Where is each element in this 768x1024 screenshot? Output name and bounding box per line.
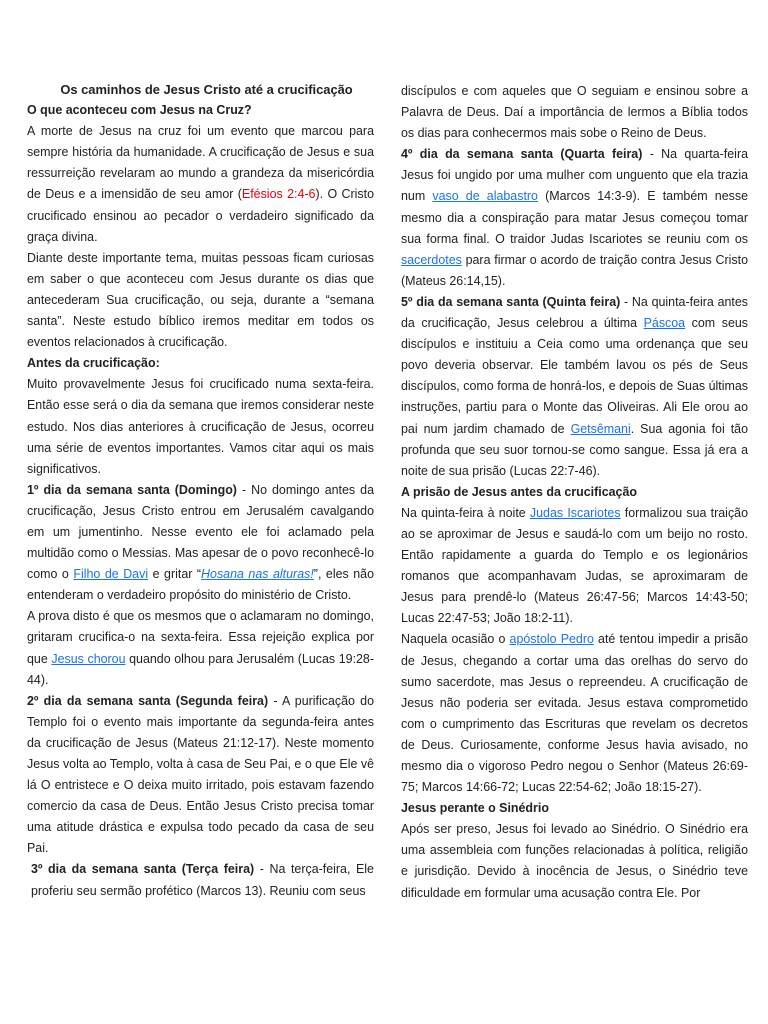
pascoa-link[interactable]: Páscoa bbox=[643, 316, 686, 331]
left-column bbox=[27, 79, 374, 902]
paragraph-intro: A morte de Jesus na cruz foi um evento que marcou para sempre história da humanidade. A crucificação de Jesus e sua ressurreição revelaram ao mundo a grandeza da misericórdia de Deus e a imensidão de seu amor (Efésios 2:4-6). O Cristo crucificado ensinou ao pecador o verdadeiro significado da graça divina. bbox=[27, 124, 374, 244]
filho-de-davi-link[interactable]: Filho de Davi bbox=[73, 567, 149, 582]
paragraph-prisao: Na quinta-feira à noite Judas Iscariotes formalizou sua traição ao se aproximar de Jesus e saudá-lo com um beijo no rosto. Então rapidamente a guarda do Templo e os legionários romanos que acompanhavam Judas, se aproximaram de Jesus para prendê-lo (Mateus 26:47-56; Marcos 14:43-50; Lucas 22:47-53; João 18:2-11). bbox=[401, 505, 748, 626]
paragraph-day-3: 3º dia da semana santa (Terça feira) - Na terça-feira, Ele proferiu seu sermão profético (Marcos 13). Reuniu com seus bbox=[31, 862, 374, 898]
paragraph-pedro: Naquela ocasião o apóstolo Pedro até tentou impedir a prisão de Jesus, chegando a cortar uma das orelhas do servo do sumo sacerdote, mas Jesus o repreendeu. A crucificação de Jesus não poderia ser evitada. Jesus estava comprometido com o cumprimento das Escrituras que revelam os decretos de Deus. Curiosamente, conforme Jesus havia avisado, no mesmo dia o vigoroso Pedro negou o Senhor (Mateus 26:69-75; Marcos 14:66-72; Lucas 22:54-62; João 18:15-27). bbox=[401, 632, 749, 795]
day-1-label: 1º dia da semana santa (Domingo) bbox=[27, 482, 237, 497]
day-3-label: 3º dia da semana santa (Terça feira) bbox=[31, 862, 255, 877]
prisao-heading: A prisão de Jesus antes da crucificação bbox=[401, 484, 637, 499]
sacerdotes-link[interactable]: sacerdotes bbox=[401, 252, 462, 267]
getsemani-link[interactable]: Getsêmani bbox=[570, 421, 631, 436]
vaso-de-alabastro-link[interactable]: vaso de alabastro bbox=[432, 189, 538, 204]
paragraph-day-2: 2º dia da semana santa (Segunda feira) - A purificação do Templo foi o evento mais importante da segunda-feira antes da crucificação de Jesus (Mateus 21:12-17). Neste momento Jesus volta ao Templo, volta à casa de Seu Pai, e o que Ele vê lá O entristece e O deixa muito irritado, pois estavam fazendo comercio da casa de Deus. Então Jesus Cristo precisa tomar uma atitude drástica e expulsa todo pecado da casa de seu Pai. bbox=[27, 693, 374, 856]
paragraph-sexta-feira: Muito provavelmente Jesus foi crucificado numa sexta-feira. Então esse será o dia da semana que iremos considerar neste estudo. Nos dias anteriores à crucificação de Jesus, ocorreu uma série de eventos importantes. Vamos citar aqui os mais significativos. bbox=[27, 377, 374, 476]
paragraph-sinedrio: Após ser preso, Jesus foi levado ao Sinédrio. O Sinédrio era uma assembleia com funções relacionadas à política, religião e jurisdição. Devido à inocência de Jesus, o Sinédrio teve dificuldade em formular uma acusação contra Ele. Por bbox=[401, 822, 748, 900]
paragraph-rejeicao: A prova disto é que os mesmos que o aclamaram no domingo, gritaram crucifica-o na sexta-feira. Essa rejeição explica por que Jesus chorou quando olhou para Jerusalém (Lucas 19:28-44). bbox=[27, 609, 374, 687]
paragraph-day-4: 4º dia da semana santa (Quarta feira) - Na quarta-feira Jesus foi ungido por uma mulher com unguento que ela trazia num vaso de alabastro (Marcos 14:3-9). E também nesse mesmo dia a conspiração para matar Jesus começou tomar sua forma final. O traidor Judas Iscariotes se reuniu com os sacerdotes para firmar o acordo de traição contra Jesus Cristo (Mateus 26:14,15). bbox=[401, 147, 748, 288]
day-2-label: 2º dia da semana santa (Segunda feira) bbox=[27, 693, 269, 708]
day-5-label: 5º dia da semana santa (Quinta feira) bbox=[401, 294, 621, 309]
question-heading: O que aconteceu com Jesus na Cruz? bbox=[27, 103, 252, 118]
right-column bbox=[401, 81, 748, 904]
paragraph-semana-santa: Diante deste importante tema, muitas pessoas ficam curiosas em saber o que aconteceu com Jesus durante os dias que antecederam Sua crucificação, ou seja, durante a “semana santa”. Neste estudo bíblico iremos meditar em todos os eventos relacionados à crucificação. bbox=[27, 250, 374, 350]
article-title: Os caminhos de Jesus Cristo até a crucificação bbox=[60, 82, 353, 97]
paragraph-day-1: 1º dia da semana santa (Domingo) - No domingo antes da crucificação, Jesus Cristo entrou em Jerusalém cavalgando em um jumentinho. Nesse evento ele foi aclamado pela multidão como o Messias. Mas apesar de o povo reconhecê-lo como o Filho de Davi e gritar “Hosana nas alturas!”, eles não entenderam o verdadeiro propósito do ministério de Cristo. bbox=[27, 482, 374, 603]
day-4-label: 4º dia da semana santa (Quarta feira) bbox=[401, 147, 643, 162]
judas-iscariotes-link[interactable]: Judas Iscariotes bbox=[529, 505, 621, 520]
antes-heading: Antes da crucificação: bbox=[27, 356, 160, 371]
jesus-chorou-link[interactable]: Jesus chorou bbox=[51, 651, 126, 666]
apostolo-pedro-link[interactable]: apóstolo Pedro bbox=[509, 632, 594, 647]
sinedrio-heading: Jesus perante o Sinédrio bbox=[401, 801, 549, 816]
hosana-link[interactable]: Hosana nas alturas! bbox=[201, 567, 314, 582]
paragraph-discipulos: discípulos e com aqueles que O seguiam e ensinou sobre a Palavra de Deus. Daí a importância de lermos a Bíblia todos os dias para conhecermos mais sobe o Reino de Deus. bbox=[401, 84, 748, 141]
efesios-reference: Efésios 2:4-6 bbox=[241, 187, 316, 202]
paragraph-day-5: 5º dia da semana santa (Quinta feira) - Na quinta-feira antes da crucificação, Jesus celebrou a última Páscoa com seus discípulos e instituiu a Ceia como uma ordenança que seu povo deveria observar. Ele também lavou os pés de Seus discípulos, como forma de honrá-los, e depois de Suas últimas instruções, partiu para o Monte das Oliveiras. Ali Ele orou ao pai num jardim chamado de Getsêmani. Sua agonia foi tão profunda que seu suor tornou-se como sangue. Essa já era a noite de sua prisão (Lucas 22:7-46). bbox=[401, 294, 748, 478]
